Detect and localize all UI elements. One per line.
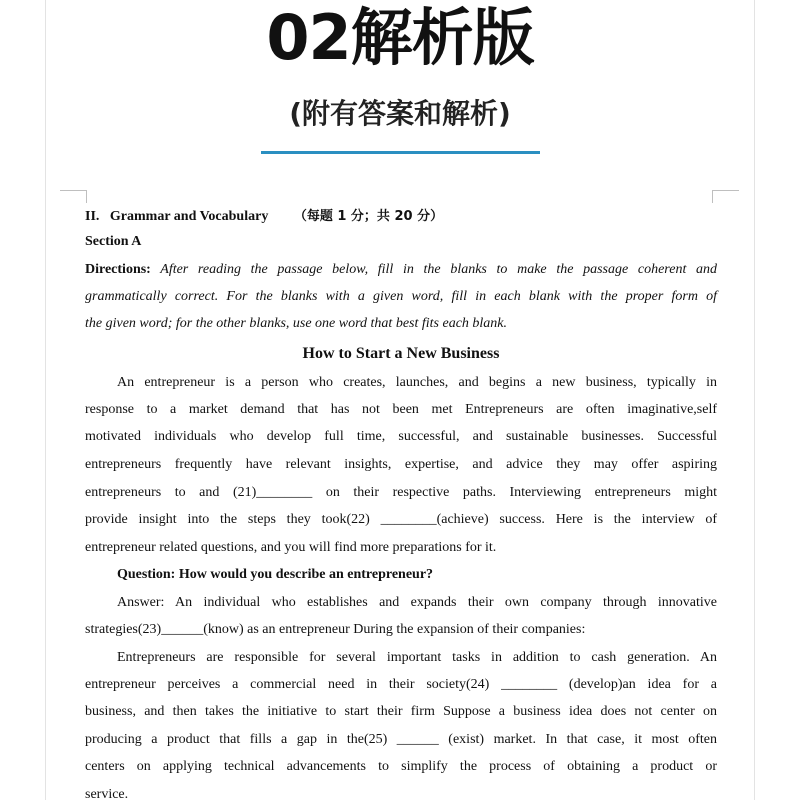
passage-line: Entrepreneurs are responsible for several important tasks in addition to cash generation. An (117, 650, 717, 665)
question-heading: Question: How would you describe an entrepreneur? (117, 567, 434, 582)
passage-line-blank-21: entrepreneurs to and (21)________ on their respective paths. Interviewing entrepreneurs might (85, 485, 717, 500)
section-heading: II. Grammar and Vocabulary (85, 209, 269, 224)
passage-line-blank-25: producing a product that fills a gap in the(25) ______ (exist) market. In that case, it most often (85, 732, 717, 747)
passage-line-blank-24: entrepreneur perceives a commercial need in their society(24) ________ (develop)an idea for a (85, 677, 717, 692)
answer-line: Answer: An individual who establishes and expands their own company through innovative (117, 595, 717, 610)
section-label: Section A (85, 234, 142, 249)
directions-line-2: grammatically correct. For the blanks with a given word, fill in each blank with the proper form of (85, 289, 717, 304)
page-subtitle: (附有答案和解析) (289, 97, 511, 130)
page-title: 02解析版 (266, 1, 534, 74)
passage-line: motivated individuals who develop full time, successful, and sustainable businesses. Successful (85, 429, 717, 444)
passage-line: response to a market demand that has not been met Entrepreneurs are often imaginative,self (85, 402, 717, 417)
directions-line-1: Directions: After reading the passage below, fill in the blanks to make the passage coherent and (85, 262, 717, 277)
passage-line: business, and then takes the initiative to start their firm Suppose a business idea does not center on (85, 704, 717, 719)
section-heading-line (85, 205, 443, 225)
passage-line: entrepreneurs frequently have relevant insights, expertise, and advice they may offer aspiring (85, 457, 717, 472)
directions-line-3: the given word; for the other blanks, use one word that best fits each blank. (85, 316, 508, 331)
directions-label: Directions: (85, 262, 151, 277)
page-corner-mark-right (712, 190, 739, 203)
passage-line: entrepreneur related questions, and you will find more preparations for it. (85, 540, 497, 555)
score-note: （每题 1 分；共 20 分） (293, 209, 444, 224)
answer-line-blank-23: strategies(23)______(know) as an entrepreneur During the expansion of their companies: (85, 622, 586, 637)
passage-title: How to Start a New Business (302, 345, 500, 362)
passage-line: centers on applying technical advancements to simplify the process of obtaining a product or (85, 759, 717, 774)
passage-line: An entrepreneur is a person who creates, launches, and begins a new business, typically in (117, 375, 717, 390)
passage-line: service. (85, 787, 129, 802)
page-corner-mark-left (60, 190, 87, 203)
passage-line-blank-22: provide insight into the steps they took(22) ________(achieve) success. Here is the interview of (85, 512, 717, 527)
title-underline (261, 151, 540, 154)
